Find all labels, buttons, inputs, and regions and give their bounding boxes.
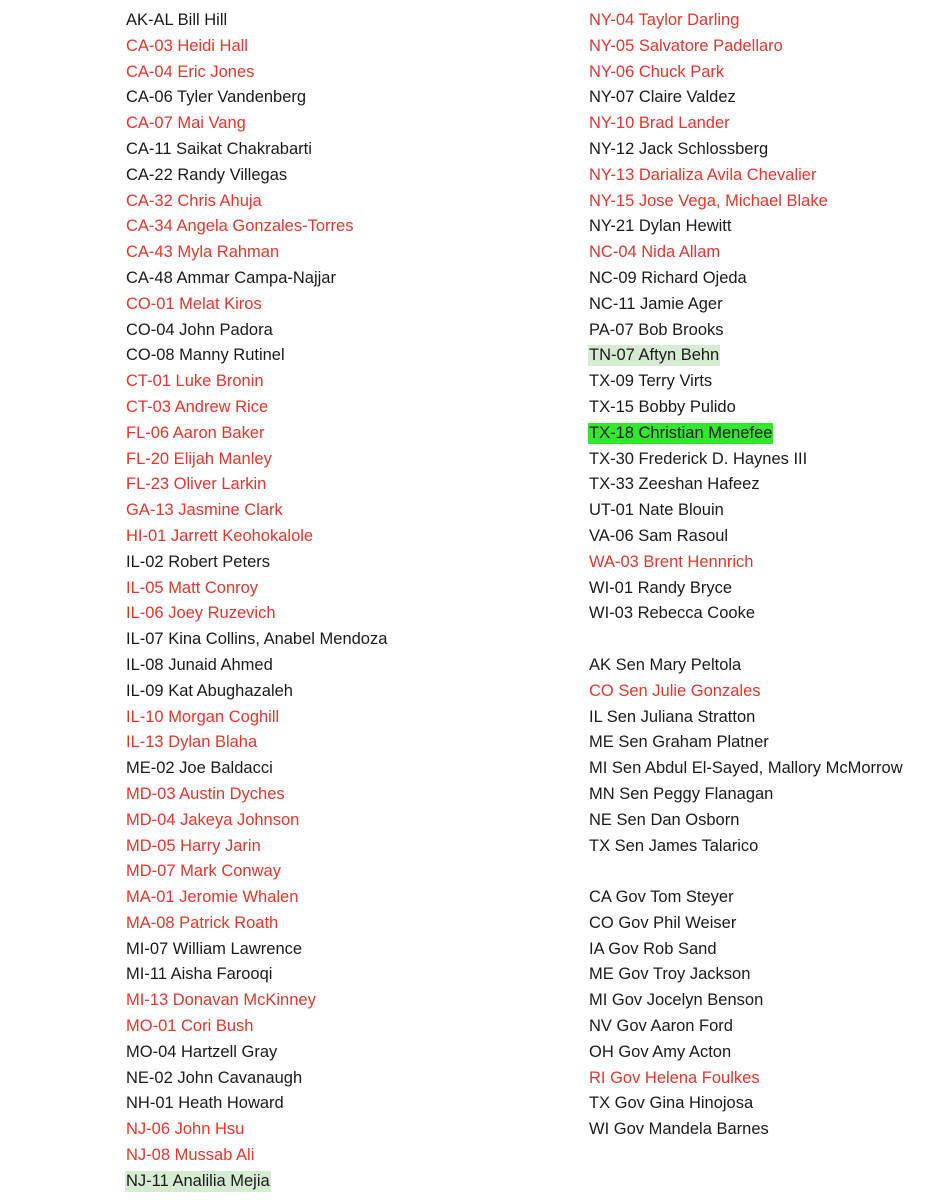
- candidate-label: CA-34 Angela Gonzales-Torres: [126, 217, 354, 236]
- candidate-entry: [125, 498, 388, 524]
- candidate-label: FL-06 Aaron Baker: [126, 423, 265, 442]
- candidate-label: NY-10 Brad Lander: [589, 114, 730, 133]
- candidate-entry: [125, 472, 388, 498]
- candidate-label: NE-02 John Cavanaugh: [126, 1068, 303, 1087]
- candidate-label: MA-01 Jeromie Whalen: [126, 888, 299, 907]
- candidate-entry: [588, 60, 904, 86]
- candidate-entry: [125, 679, 388, 705]
- candidate-entry: [125, 550, 388, 576]
- candidate-entry: [588, 34, 904, 60]
- candidate-entry: [588, 576, 904, 602]
- candidate-label: TX-18 Christian Menefee: [589, 423, 773, 442]
- candidate-entry: [125, 240, 388, 266]
- right-column: [588, 8, 904, 1143]
- candidate-entry: [588, 369, 904, 395]
- candidate-label: NY-15 Jose Vega, Michael Blake: [589, 191, 828, 210]
- candidate-label: MO-04 Hartzell Gray: [126, 1042, 278, 1061]
- candidate-label: MD-03 Austin Dyches: [126, 784, 285, 803]
- candidate-label: CO-01 Melat Kiros: [126, 294, 262, 313]
- candidate-entry: [125, 447, 388, 473]
- candidate-label: TX-09 Terry Virts: [589, 372, 713, 391]
- candidate-label: HI-01 Jarrett Keohokalole: [126, 526, 314, 545]
- candidate-label: IL-10 Morgan Coghill: [126, 707, 280, 726]
- section-spacer: [588, 859, 904, 885]
- candidate-entry: [125, 601, 388, 627]
- candidate-label: ME Gov Troy Jackson: [589, 965, 751, 984]
- candidate-label: MI-07 William Lawrence: [126, 939, 303, 958]
- candidate-label: NC-11 Jamie Ager: [589, 294, 723, 313]
- candidate-entry: [588, 705, 904, 731]
- candidate-entry: [125, 859, 388, 885]
- candidate-label: MD-07 Mark Conway: [126, 862, 281, 881]
- candidate-entry: [588, 163, 904, 189]
- candidate-label: NY-07 Claire Valdez: [589, 88, 736, 107]
- candidate-label: NY-06 Chuck Park: [589, 62, 725, 81]
- candidate-label: ME-02 Joe Baldacci: [126, 759, 273, 778]
- candidate-label: MN Sen Peggy Flanagan: [589, 784, 774, 803]
- candidate-label: IL-05 Matt Conroy: [126, 578, 259, 597]
- candidate-entry: [125, 937, 388, 963]
- candidate-label: NY-12 Jack Schlossberg: [589, 139, 769, 158]
- candidate-entry: [125, 627, 388, 653]
- candidate-label: IL-07 Kina Collins, Anabel Mendoza: [126, 630, 388, 649]
- candidate-entry: [125, 111, 388, 137]
- candidate-label: TN-07 Aftyn Behn: [589, 346, 720, 365]
- candidate-label: NV Gov Aaron Ford: [589, 1017, 733, 1036]
- candidate-entry: [125, 395, 388, 421]
- candidate-entry: [125, 1143, 388, 1169]
- candidate-label: NH-01 Heath Howard: [126, 1094, 284, 1113]
- candidate-entry: [588, 1014, 904, 1040]
- candidate-label: TX Sen James Talarico: [589, 836, 759, 855]
- candidate-entry: [588, 292, 904, 318]
- candidate-entry: [125, 1169, 388, 1195]
- candidate-label: IL-08 Junaid Ahmed: [126, 655, 273, 674]
- candidate-entry: [588, 1066, 904, 1092]
- candidate-label: NY-05 Salvatore Padellaro: [589, 36, 783, 55]
- candidate-label: MI-13 Donavan McKinney: [126, 991, 316, 1010]
- candidate-label: NY-21 Dylan Hewitt: [589, 217, 732, 236]
- candidate-entry: [588, 189, 904, 215]
- candidate-label: NY-13 Darializa Avila Chevalier: [589, 165, 817, 184]
- candidate-label: IL-13 Dylan Blaha: [126, 733, 258, 752]
- candidate-entry: [125, 962, 388, 988]
- candidate-entry: [588, 988, 904, 1014]
- candidate-entry: [125, 214, 388, 240]
- candidate-label: MI Gov Jocelyn Benson: [589, 991, 764, 1010]
- candidate-entry: [125, 292, 388, 318]
- candidate-label: WI-03 Rebecca Cooke: [589, 604, 755, 623]
- candidate-label: CA-48 Ammar Campa-Najjar: [126, 268, 336, 287]
- candidate-entry: [588, 395, 904, 421]
- candidate-label: MI Sen Abdul El-Sayed, Mallory McMorrow: [589, 759, 903, 778]
- candidate-entry: [125, 524, 388, 550]
- candidate-entry: [125, 189, 388, 215]
- candidate-entry: [588, 601, 904, 627]
- candidate-entry: [588, 111, 904, 137]
- candidate-entry: [588, 266, 904, 292]
- candidate-entry: [588, 318, 904, 344]
- candidate-label: UT-01 Nate Blouin: [589, 501, 724, 520]
- candidate-entry: [588, 550, 904, 576]
- candidate-label: CA-06 Tyler Vandenberg: [126, 88, 307, 107]
- candidate-entry: [125, 576, 388, 602]
- candidate-entry: [588, 1117, 904, 1143]
- candidate-entry: [125, 318, 388, 344]
- candidate-label: TX-30 Frederick D. Haynes III: [589, 449, 808, 468]
- candidate-label: IL-09 Kat Abughazaleh: [126, 681, 293, 700]
- candidate-label: CO Gov Phil Weiser: [589, 913, 737, 932]
- candidate-label: FL-23 Oliver Larkin: [126, 475, 267, 494]
- candidate-label: NC-04 Nida Allam: [589, 243, 721, 262]
- candidate-entry: [588, 421, 904, 447]
- candidate-label: NJ-06 John Hsu: [126, 1120, 245, 1139]
- candidate-entry: [588, 498, 904, 524]
- candidate-label: AK Sen Mary Peltola: [589, 655, 742, 674]
- candidate-label: GA-13 Jasmine Clark: [126, 501, 283, 520]
- candidate-label: TX-33 Zeeshan Hafeez: [589, 475, 760, 494]
- candidate-label: NY-04 Taylor Darling: [589, 11, 740, 29]
- candidate-entry: [125, 343, 388, 369]
- candidate-label: OH Gov Amy Acton: [589, 1042, 732, 1061]
- candidate-label: CT-01 Luke Bronin: [126, 372, 264, 391]
- candidate-label: MD-04 Jakeya Johnson: [126, 810, 300, 829]
- candidate-label: MO-01 Cori Bush: [126, 1017, 254, 1036]
- candidate-entry: [588, 343, 904, 369]
- candidate-label: WI Gov Mandela Barnes: [589, 1120, 769, 1139]
- candidate-label: CA-43 Myla Rahman: [126, 243, 280, 262]
- candidate-entry: [125, 988, 388, 1014]
- candidate-entry: [125, 8, 388, 34]
- candidate-label: PA-07 Bob Brooks: [589, 320, 724, 339]
- candidate-entry: [588, 834, 904, 860]
- candidate-entry: [125, 1066, 388, 1092]
- candidate-entry: [588, 85, 904, 111]
- candidate-entry: [125, 266, 388, 292]
- section-spacer: [588, 627, 904, 653]
- left-column: [125, 8, 388, 1195]
- candidate-label: RI Gov Helena Foulkes: [589, 1068, 760, 1087]
- candidate-entry: [125, 1091, 388, 1117]
- candidate-label: IA Gov Rob Sand: [589, 939, 717, 958]
- candidate-entry: [588, 885, 904, 911]
- candidate-label: TX-15 Bobby Pulido: [589, 397, 736, 416]
- candidate-entry: [125, 421, 388, 447]
- candidate-entry: [125, 369, 388, 395]
- candidate-entry: [125, 653, 388, 679]
- candidate-label: WI-01 Randy Bryce: [589, 578, 733, 597]
- candidate-entry: [588, 808, 904, 834]
- candidate-label: AK-AL Bill Hill: [126, 11, 228, 29]
- candidate-entry: [588, 782, 904, 808]
- candidate-label: MD-05 Harry Jarin: [126, 836, 261, 855]
- candidate-label: IL-06 Joey Ruzevich: [126, 604, 276, 623]
- candidate-label: VA-06 Sam Rasoul: [589, 526, 729, 545]
- candidate-entry: [125, 705, 388, 731]
- candidate-label: CA-11 Saikat Chakrabarti: [126, 139, 312, 158]
- candidate-entry: [125, 730, 388, 756]
- candidate-entry: [588, 1040, 904, 1066]
- candidate-label: CA-32 Chris Ahuja: [126, 191, 262, 210]
- candidate-label: FL-20 Elijah Manley: [126, 449, 272, 468]
- candidate-label: WA-03 Brent Hennrich: [589, 552, 754, 571]
- candidate-entry: [125, 808, 388, 834]
- candidate-entry: [125, 1040, 388, 1066]
- candidate-entry: [125, 1117, 388, 1143]
- candidate-label: CT-03 Andrew Rice: [126, 397, 269, 416]
- candidate-entry: [588, 214, 904, 240]
- candidate-entry: [125, 834, 388, 860]
- candidate-entry: [588, 137, 904, 163]
- candidate-entry: [588, 1091, 904, 1117]
- candidate-entry: [125, 782, 388, 808]
- candidate-label: CO-08 Manny Rutinel: [126, 346, 285, 365]
- candidate-entry: [588, 472, 904, 498]
- candidate-entry: [588, 524, 904, 550]
- candidate-entry: [125, 756, 388, 782]
- candidate-label: CA-04 Eric Jones: [126, 62, 255, 81]
- candidate-label: IL-02 Robert Peters: [126, 552, 270, 571]
- candidate-entry: [588, 653, 904, 679]
- candidate-entry: [125, 137, 388, 163]
- candidate-entry: [588, 679, 904, 705]
- candidate-entry: [588, 8, 904, 34]
- candidate-label: MA-08 Patrick Roath: [126, 913, 279, 932]
- candidate-entry: [125, 34, 388, 60]
- candidate-label: ME Sen Graham Platner: [589, 733, 769, 752]
- candidate-entry: [125, 60, 388, 86]
- candidate-label: NC-09 Richard Ojeda: [589, 268, 747, 287]
- candidate-label: CO Sen Julie Gonzales: [589, 681, 761, 700]
- candidate-label: CA-03 Heidi Hall: [126, 36, 248, 55]
- candidate-label: CA-07 Mai Vang: [126, 114, 246, 133]
- candidate-label: MI-11 Aisha Farooqi: [126, 965, 273, 984]
- candidate-label: TX Gov Gina Hinojosa: [589, 1094, 754, 1113]
- candidate-entry: [125, 163, 388, 189]
- candidate-entry: [588, 937, 904, 963]
- candidate-entry: [125, 85, 388, 111]
- candidate-label: CO-04 John Padora: [126, 320, 273, 339]
- candidate-label: IL Sen Juliana Stratton: [589, 707, 756, 726]
- candidate-entry: [125, 1014, 388, 1040]
- candidate-label: CA-22 Randy Villegas: [126, 165, 288, 184]
- candidate-label: NE Sen Dan Osborn: [589, 810, 740, 829]
- candidate-entry: [588, 447, 904, 473]
- candidate-entry: [125, 911, 388, 937]
- candidate-label: CA Gov Tom Steyer: [589, 888, 734, 907]
- candidate-entry: [588, 730, 904, 756]
- candidate-entry: [588, 240, 904, 266]
- candidate-label: NJ-11 Analilia Mejia: [126, 1171, 270, 1190]
- candidate-entry: [588, 756, 904, 782]
- candidate-label: NJ-08 Mussab Ali: [126, 1146, 255, 1165]
- candidate-entry: [125, 885, 388, 911]
- candidate-entry: [588, 962, 904, 988]
- candidate-entry: [588, 911, 904, 937]
